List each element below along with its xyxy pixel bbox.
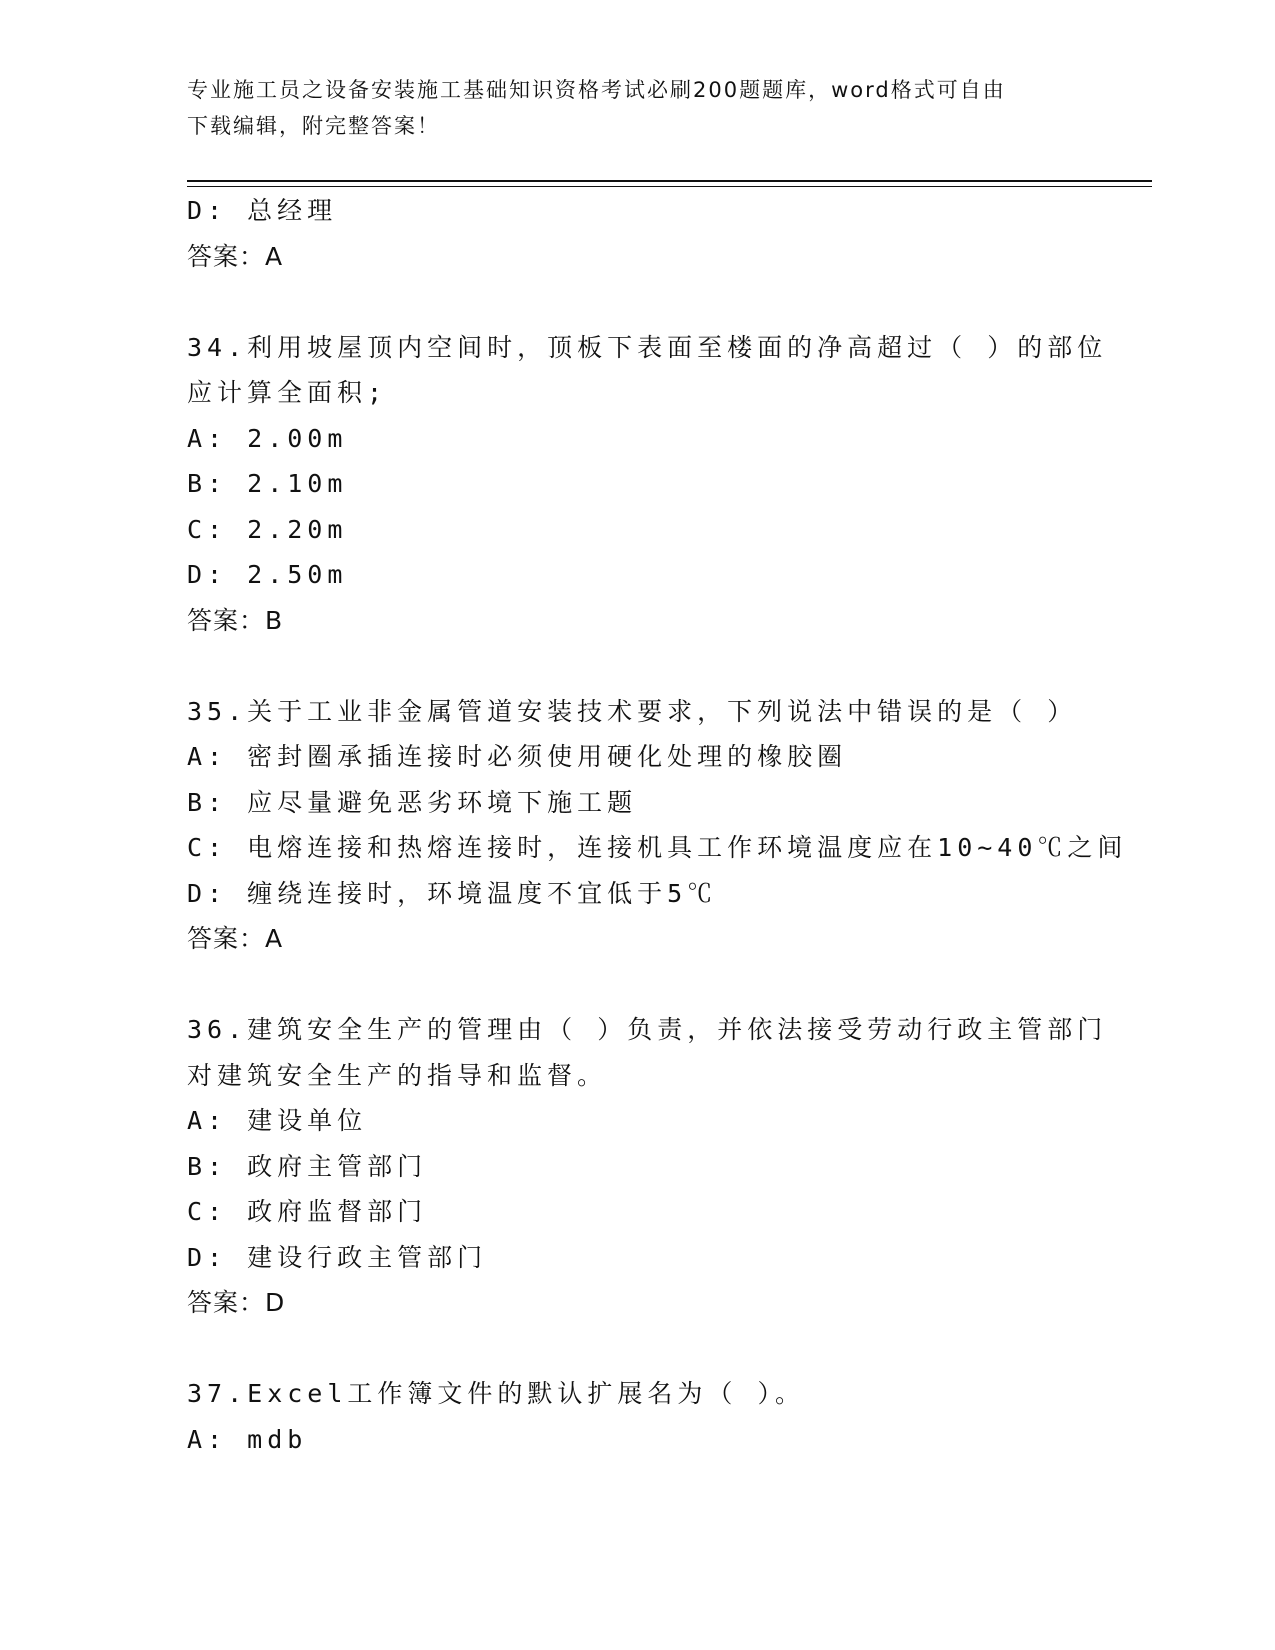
option-d: D: 2.50m — [187, 560, 348, 589]
spacer — [187, 1326, 1117, 1372]
option-b: B: 应尽量避免恶劣环境下施工题 — [187, 787, 638, 817]
page-header — [187, 72, 1067, 144]
option-a: A: 建设单位 — [187, 1106, 368, 1135]
option-a: A: 密封圈承插连接时必须使用硬化处理的橡胶圈 — [187, 742, 848, 771]
answer-line: 答案：A — [187, 924, 284, 953]
option-b: B: 政府主管部门 — [187, 1151, 428, 1181]
question-37 — [187, 1371, 1117, 1462]
question-stem-line-1: 36.建筑安全生产的管理由（ ）负责，并依法接受劳动行政主管部门 — [187, 1015, 1108, 1044]
option-d: D: 总经理 — [187, 196, 338, 225]
spacer — [187, 643, 1117, 689]
spacer — [187, 279, 1117, 325]
answer-line: 答案：B — [187, 605, 284, 635]
option-b: B: 2.10m — [187, 469, 348, 498]
document-body — [187, 188, 1128, 1462]
spacer — [187, 962, 1117, 1008]
question-33-tail — [187, 188, 1117, 279]
question-34 — [187, 325, 1117, 644]
question-36 — [187, 1007, 1117, 1326]
option-d: D: 建设行政主管部门 — [187, 1242, 488, 1272]
question-stem-line-1: 35.关于工业非金属管道安装技术要求，下列说法中错误的是（ ） — [187, 696, 1078, 726]
question-stem-line-1: 37.Excel工作簿文件的默认扩展名为（ ）。 — [187, 1379, 805, 1408]
option-a: A: 2.00m — [187, 423, 348, 453]
header-title-line-2: 下载编辑，附完整答案！ — [187, 114, 440, 138]
option-c: C: 政府监督部门 — [187, 1197, 428, 1226]
header-rule-thick — [187, 180, 1152, 182]
option-d: D: 缠绕连接时，环境温度不宜低于5℃ — [187, 878, 718, 908]
option-a: A: mdb — [187, 1424, 308, 1454]
answer-line: 答案：D — [187, 1288, 286, 1317]
option-c: C: 2.20m — [187, 514, 348, 544]
question-stem-line-2: 对建筑安全生产的指导和监督。 — [187, 1060, 608, 1090]
question-35 — [187, 689, 1128, 962]
header-rule-thin — [187, 186, 1152, 187]
header-title-line-1: 专业施工员之设备安装施工基础知识资格考试必刷200题题库，word格式可自由 — [187, 78, 1006, 102]
option-c: C: 电熔连接和热熔连接时，连接机具工作环境温度应在10~40℃之间 — [187, 833, 1128, 862]
question-stem-line-2: 应计算全面积; — [187, 378, 388, 407]
answer-line: 答案：A — [187, 241, 284, 271]
question-stem-line-1: 34.利用坡屋顶内空间时，顶板下表面至楼面的净高超过（ ）的部位 — [187, 332, 1108, 362]
